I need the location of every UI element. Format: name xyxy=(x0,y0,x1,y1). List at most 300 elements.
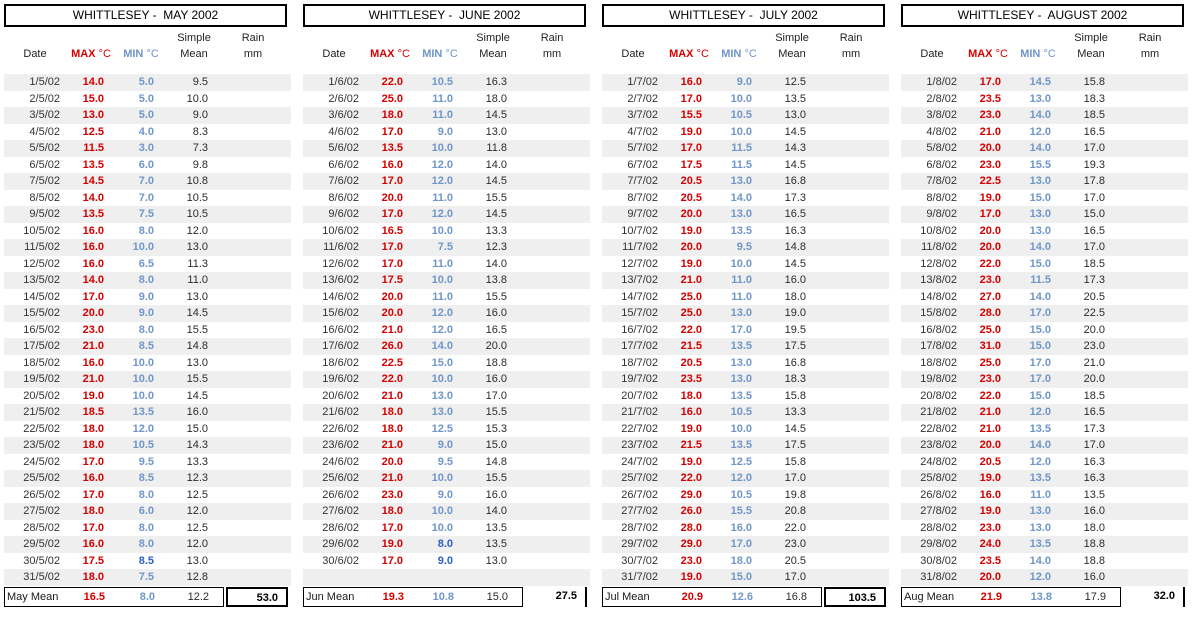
min-cell: 13.0 xyxy=(730,175,752,187)
data-rows xyxy=(901,74,1188,586)
table-row xyxy=(901,355,1188,372)
mean-min-cell: 13.8 xyxy=(1030,590,1052,603)
rain-cell xyxy=(1119,272,1181,289)
mean-column-header xyxy=(1063,30,1119,62)
table-row xyxy=(602,305,889,322)
table-row xyxy=(901,256,1188,273)
mean-cell: 16.8 xyxy=(784,175,806,187)
min-cell: 10.0 xyxy=(431,521,453,534)
rain-cell xyxy=(820,256,882,273)
table-row xyxy=(4,289,291,306)
date-cell: 9/8/02 xyxy=(926,208,957,220)
rain-cell xyxy=(222,289,284,306)
mean-min-cell: 12.6 xyxy=(731,590,753,603)
date-cell: 15/5/02 xyxy=(23,307,60,319)
min-column-header xyxy=(1013,30,1063,62)
table-row xyxy=(901,322,1188,339)
min-cell: 14.0 xyxy=(1029,142,1051,154)
mean-cell: 20.8 xyxy=(784,505,806,517)
column-header xyxy=(303,30,590,62)
date-cell: 1/7/02 xyxy=(627,76,658,88)
date-cell: 6/6/02 xyxy=(328,158,359,171)
max-header-label: MAX xyxy=(669,48,694,60)
rain-total-cell: 103.5 xyxy=(824,587,886,607)
min-cell: 10.0 xyxy=(132,356,154,369)
rain-cell xyxy=(820,190,882,207)
table-row xyxy=(901,536,1188,553)
date-cell: 4/6/02 xyxy=(328,125,359,138)
max-cell: 26.0 xyxy=(381,340,403,352)
min-cell: 14.0 xyxy=(1029,241,1051,253)
table-row xyxy=(602,322,889,339)
date-cell: 6/8/02 xyxy=(926,158,957,171)
min-unit-label: °C xyxy=(1043,48,1056,60)
rain-cell xyxy=(1119,371,1181,388)
min-cell: 13.5 xyxy=(1029,422,1051,435)
max-cell: 17.0 xyxy=(82,521,104,534)
max-cell: 16.5 xyxy=(381,224,403,237)
max-cell: 25.0 xyxy=(979,356,1001,369)
date-cell: 26/6/02 xyxy=(322,488,359,501)
table-row xyxy=(602,107,889,124)
max-cell: 17.5 xyxy=(381,274,403,286)
mean-cell: 13.3 xyxy=(784,406,806,418)
table-row xyxy=(602,355,889,372)
max-cell: 21.5 xyxy=(680,439,702,451)
max-cell: 20.0 xyxy=(979,571,1001,583)
table-row xyxy=(303,520,590,537)
date-cell: 16/5/02 xyxy=(23,323,60,336)
rain-cell xyxy=(521,140,583,157)
rain-header-line1: Rain xyxy=(839,32,863,44)
date-cell: 31/8/02 xyxy=(920,571,957,583)
min-cell: 15.0 xyxy=(1029,340,1051,352)
rain-cell xyxy=(521,487,583,504)
mean-cell: 13.5 xyxy=(485,538,507,550)
max-cell: 21.0 xyxy=(680,274,702,286)
rain-header-line2: mm xyxy=(542,48,562,60)
table-row xyxy=(602,239,889,256)
table-row xyxy=(4,322,291,339)
date-cell: 4/5/02 xyxy=(29,125,60,138)
date-cell: 9/7/02 xyxy=(627,208,658,220)
max-cell: 17.0 xyxy=(680,92,702,105)
max-cell: 14.0 xyxy=(82,76,104,88)
table-row xyxy=(4,223,291,240)
date-cell: 7/6/02 xyxy=(328,175,359,187)
date-cell: 19/7/02 xyxy=(621,373,658,385)
min-cell: 15.0 xyxy=(730,571,752,583)
date-cell: 15/8/02 xyxy=(920,307,957,319)
table-row xyxy=(901,338,1188,355)
date-cell: 11/6/02 xyxy=(323,241,359,253)
max-cell: 21.0 xyxy=(979,422,1001,435)
max-cell: 21.0 xyxy=(381,439,403,451)
table-row xyxy=(602,520,889,537)
rain-cell xyxy=(820,107,882,124)
max-cell: 23.0 xyxy=(979,521,1001,534)
table-row xyxy=(303,553,590,570)
rain-cell xyxy=(521,190,583,207)
mean-cell: 16.3 xyxy=(485,76,507,88)
rain-cell xyxy=(1119,553,1181,570)
min-cell: 10.0 xyxy=(431,274,453,286)
table-row xyxy=(901,157,1188,174)
mean-cell: 13.5 xyxy=(1083,488,1105,501)
max-cell: 18.0 xyxy=(381,406,403,418)
rain-cell xyxy=(1119,140,1181,157)
max-header-label: MAX xyxy=(71,48,96,60)
min-cell: 7.0 xyxy=(138,175,154,187)
rain-cell xyxy=(1119,454,1181,471)
date-cell: 16/7/02 xyxy=(621,323,658,336)
max-cell: 24.0 xyxy=(979,538,1001,550)
rain-cell xyxy=(521,305,583,322)
date-cell: 22/5/02 xyxy=(23,422,60,435)
mean-row xyxy=(4,587,291,607)
table-row xyxy=(4,355,291,372)
mean-row xyxy=(602,587,889,607)
table-row xyxy=(602,437,889,454)
min-cell: 13.5 xyxy=(1029,472,1051,484)
mean-cell: 15.8 xyxy=(784,389,806,402)
mean-cell: 16.0 xyxy=(784,274,806,286)
table-row xyxy=(303,124,590,141)
rain-cell xyxy=(222,239,284,256)
mean-cell: 13.5 xyxy=(485,521,507,534)
date-cell: 12/5/02 xyxy=(23,257,60,270)
month-table-4 xyxy=(901,4,1188,607)
date-cell: 12/7/02 xyxy=(621,257,658,270)
min-header-label: MIN xyxy=(422,48,443,60)
date-cell: 30/6/02 xyxy=(322,554,359,567)
table-row xyxy=(4,421,291,438)
column-header xyxy=(4,30,291,62)
date-cell: 18/5/02 xyxy=(23,356,60,369)
min-cell: 12.0 xyxy=(1029,125,1051,138)
max-cell: 21.0 xyxy=(381,472,403,484)
mean-cell: 18.5 xyxy=(1083,109,1105,121)
min-cell: 8.5 xyxy=(138,340,154,352)
mean-cell: 13.8 xyxy=(485,274,507,286)
mean-cell: 14.8 xyxy=(186,340,208,352)
min-cell: 12.0 xyxy=(431,323,453,336)
mean-cell: 13.3 xyxy=(186,455,208,468)
date-cell: 2/7/02 xyxy=(627,92,658,105)
min-cell: 10.5 xyxy=(431,76,453,88)
max-cell: 21.0 xyxy=(381,323,403,336)
mean-cell: 16.0 xyxy=(186,406,208,418)
table-row xyxy=(4,124,291,141)
table-row xyxy=(901,421,1188,438)
table-row xyxy=(602,388,889,405)
max-cell: 29.0 xyxy=(680,488,702,501)
min-cell: 13.0 xyxy=(1029,92,1051,105)
date-header-label: Date xyxy=(621,48,645,60)
max-header-label: MAX xyxy=(968,48,993,60)
rain-cell xyxy=(521,157,583,174)
table-row xyxy=(602,140,889,157)
table-row xyxy=(4,371,291,388)
rain-cell xyxy=(820,388,882,405)
mean-cell: 18.0 xyxy=(1083,521,1105,534)
rain-column-header xyxy=(820,30,882,62)
min-cell: 3.0 xyxy=(138,142,154,154)
date-cell: 21/5/02 xyxy=(23,406,60,418)
month-mean-label: Aug Mean xyxy=(904,590,955,603)
table-row xyxy=(602,157,889,174)
max-cell: 28.0 xyxy=(680,521,702,534)
mean-cell: 20.5 xyxy=(784,554,806,567)
month-table-3 xyxy=(602,4,889,607)
max-cell: 21.0 xyxy=(979,406,1001,418)
max-cell: 21.0 xyxy=(82,340,104,352)
rain-column-header xyxy=(1119,30,1181,62)
mean-cell: 23.0 xyxy=(784,538,806,550)
rain-cell xyxy=(820,272,882,289)
table-row xyxy=(602,487,889,504)
date-column-header xyxy=(901,30,963,62)
mean-cell: 15.0 xyxy=(186,422,208,435)
max-cell: 22.0 xyxy=(680,472,702,484)
max-cell: 20.0 xyxy=(82,307,104,319)
min-column-header xyxy=(116,30,166,62)
date-cell: 21/6/02 xyxy=(322,406,359,418)
max-cell: 13.0 xyxy=(82,109,104,121)
min-cell: 10.5 xyxy=(730,488,752,501)
rain-cell xyxy=(521,91,583,108)
rain-cell xyxy=(1119,74,1181,91)
table-row xyxy=(602,124,889,141)
date-cell: 17/5/02 xyxy=(23,340,60,352)
date-cell: 8/8/02 xyxy=(926,191,957,204)
min-cell: 16.0 xyxy=(730,521,752,534)
mean-cell: 17.0 xyxy=(1083,439,1105,451)
min-cell: 8.0 xyxy=(138,274,154,286)
table-row xyxy=(4,487,291,504)
mean-cell: 10.8 xyxy=(186,175,208,187)
max-cell: 17.0 xyxy=(381,125,403,138)
table-row xyxy=(602,503,889,520)
mean-cell: 15.3 xyxy=(485,422,507,435)
rain-cell xyxy=(222,371,284,388)
max-cell: 20.0 xyxy=(979,439,1001,451)
rain-cell xyxy=(521,256,583,273)
min-cell: 5.0 xyxy=(138,76,154,88)
date-cell: 26/7/02 xyxy=(621,488,658,501)
mean-cell: 18.0 xyxy=(784,290,806,303)
date-cell: 3/7/02 xyxy=(627,109,658,121)
max-cell: 16.0 xyxy=(82,538,104,550)
date-cell: 10/8/02 xyxy=(920,224,957,237)
table-row xyxy=(303,421,590,438)
max-cell: 18.0 xyxy=(82,439,104,451)
mean-row-group xyxy=(303,587,523,607)
max-cell: 14.0 xyxy=(82,191,104,204)
month-table-1 xyxy=(4,4,291,607)
mean-cell: 14.0 xyxy=(485,505,507,517)
date-header-label: Date xyxy=(920,48,944,60)
max-cell: 21.0 xyxy=(979,125,1001,138)
max-cell: 20.5 xyxy=(979,455,1001,468)
min-cell: 9.5 xyxy=(437,455,453,468)
rain-cell xyxy=(820,338,882,355)
mean-cell: 16.5 xyxy=(1083,224,1105,237)
rain-cell xyxy=(222,487,284,504)
min-cell: 5.0 xyxy=(138,92,154,105)
rain-header-line1: Rain xyxy=(241,32,265,44)
max-cell: 19.0 xyxy=(979,505,1001,517)
max-cell: 22.0 xyxy=(979,389,1001,402)
table-row xyxy=(4,404,291,421)
table-row xyxy=(303,140,590,157)
mean-cell: 14.5 xyxy=(485,109,507,121)
date-cell: 8/7/02 xyxy=(627,191,658,204)
min-cell: 11.0 xyxy=(1030,488,1051,501)
mean-cell: 13.0 xyxy=(485,125,507,138)
max-column-header xyxy=(66,30,116,62)
table-row xyxy=(602,223,889,240)
min-cell: 4.0 xyxy=(138,125,154,138)
max-column-header xyxy=(963,30,1013,62)
rain-cell xyxy=(1119,91,1181,108)
min-cell: 15.0 xyxy=(1029,389,1051,402)
mean-cell: 17.0 xyxy=(1083,142,1105,154)
date-cell: 23/6/02 xyxy=(322,439,359,451)
min-cell: 11.0 xyxy=(432,191,453,204)
mean-cell: 14.0 xyxy=(485,158,507,171)
max-cell: 14.5 xyxy=(82,175,104,187)
rain-cell xyxy=(521,74,583,91)
date-cell: 28/5/02 xyxy=(23,521,60,534)
table-row xyxy=(901,190,1188,207)
max-cell: 18.0 xyxy=(82,422,104,435)
table-row xyxy=(901,569,1188,586)
rain-cell xyxy=(222,421,284,438)
max-column-header xyxy=(664,30,714,62)
mean-min-cell: 8.0 xyxy=(139,590,155,603)
max-cell: 19.0 xyxy=(680,257,702,270)
rain-cell xyxy=(521,107,583,124)
date-cell: 4/7/02 xyxy=(627,125,658,138)
min-cell: 9.0 xyxy=(138,290,154,303)
max-cell: 17.0 xyxy=(381,175,403,187)
max-cell: 23.0 xyxy=(979,373,1001,385)
date-cell: 16/6/02 xyxy=(322,323,359,336)
mean-row xyxy=(901,587,1188,607)
mean-cell: 15.5 xyxy=(485,290,507,303)
max-cell: 23.5 xyxy=(979,554,1001,567)
table-row xyxy=(4,536,291,553)
date-cell: 8/5/02 xyxy=(29,191,60,204)
max-cell: 19.0 xyxy=(979,191,1001,204)
table-row xyxy=(303,74,590,91)
min-cell: 11.5 xyxy=(731,158,752,171)
max-unit-label: °C xyxy=(696,48,709,60)
date-cell: 14/5/02 xyxy=(23,290,60,303)
table-row xyxy=(303,338,590,355)
date-cell: 15/6/02 xyxy=(322,307,359,319)
min-cell: 8.0 xyxy=(138,224,154,237)
rain-cell xyxy=(222,520,284,537)
min-cell: 15.0 xyxy=(431,356,453,369)
table-row xyxy=(303,536,590,553)
rain-column-header xyxy=(222,30,284,62)
rain-cell xyxy=(1119,173,1181,190)
max-cell: 20.0 xyxy=(381,455,403,468)
date-cell: 17/7/02 xyxy=(621,340,658,352)
rain-cell xyxy=(1119,338,1181,355)
min-cell: 14.5 xyxy=(1029,76,1051,88)
date-cell: 1/6/02 xyxy=(328,76,359,88)
month-title: WHITTLESEY - JUNE 2002 xyxy=(303,4,586,27)
mean-cell: 16.0 xyxy=(1083,505,1105,517)
max-cell: 23.0 xyxy=(381,488,403,501)
rain-cell xyxy=(222,388,284,405)
mean-max-cell: 19.3 xyxy=(382,590,404,603)
table-row xyxy=(602,206,889,223)
mean-max-cell: 21.9 xyxy=(980,590,1002,603)
date-cell: 12/6/02 xyxy=(322,257,359,270)
date-column-header xyxy=(602,30,664,62)
rain-cell xyxy=(1119,239,1181,256)
mean-cell: 14.5 xyxy=(186,389,208,402)
rain-cell xyxy=(521,322,583,339)
max-cell: 20.0 xyxy=(680,241,702,253)
table-row xyxy=(901,553,1188,570)
max-cell: 16.0 xyxy=(82,257,104,270)
rain-cell xyxy=(222,553,284,570)
max-cell: 23.0 xyxy=(82,323,104,336)
min-cell: 9.5 xyxy=(138,455,154,468)
date-cell: 6/5/02 xyxy=(29,158,60,171)
max-cell: 26.0 xyxy=(680,505,702,517)
min-cell: 13.0 xyxy=(1029,175,1051,187)
mean-cell: 18.3 xyxy=(1083,92,1105,105)
max-cell: 25.0 xyxy=(680,307,702,319)
mean-cell: 17.5 xyxy=(784,439,806,451)
mean-cell: 18.8 xyxy=(485,356,507,369)
table-row xyxy=(901,107,1188,124)
max-cell: 19.0 xyxy=(82,389,104,402)
table-row xyxy=(602,74,889,91)
mean-row xyxy=(303,587,590,607)
month-mean-label: May Mean xyxy=(7,590,59,603)
max-column-header xyxy=(365,30,415,62)
rain-cell xyxy=(1119,190,1181,207)
min-cell: 12.0 xyxy=(1029,406,1051,418)
table-row xyxy=(4,256,291,273)
table-row xyxy=(303,173,590,190)
rain-cell xyxy=(1119,322,1181,339)
date-cell: 1/5/02 xyxy=(29,76,60,88)
max-cell: 23.0 xyxy=(979,158,1001,171)
min-cell: 8.0 xyxy=(138,521,154,534)
rain-header-line1: Rain xyxy=(1138,32,1162,44)
max-cell: 18.0 xyxy=(381,422,403,435)
month-title: WHITTLESEY - AUGUST 2002 xyxy=(901,4,1184,27)
min-cell: 15.0 xyxy=(1029,191,1051,204)
rain-cell xyxy=(1119,437,1181,454)
min-cell: 8.0 xyxy=(138,538,154,550)
mean-cell: 18.3 xyxy=(784,373,806,385)
min-cell: 12.0 xyxy=(431,307,453,319)
rain-cell xyxy=(521,421,583,438)
min-cell: 13.5 xyxy=(132,406,154,418)
mean-cell: 17.8 xyxy=(1083,175,1105,187)
max-cell: 20.5 xyxy=(680,191,702,204)
data-rows xyxy=(602,74,889,586)
